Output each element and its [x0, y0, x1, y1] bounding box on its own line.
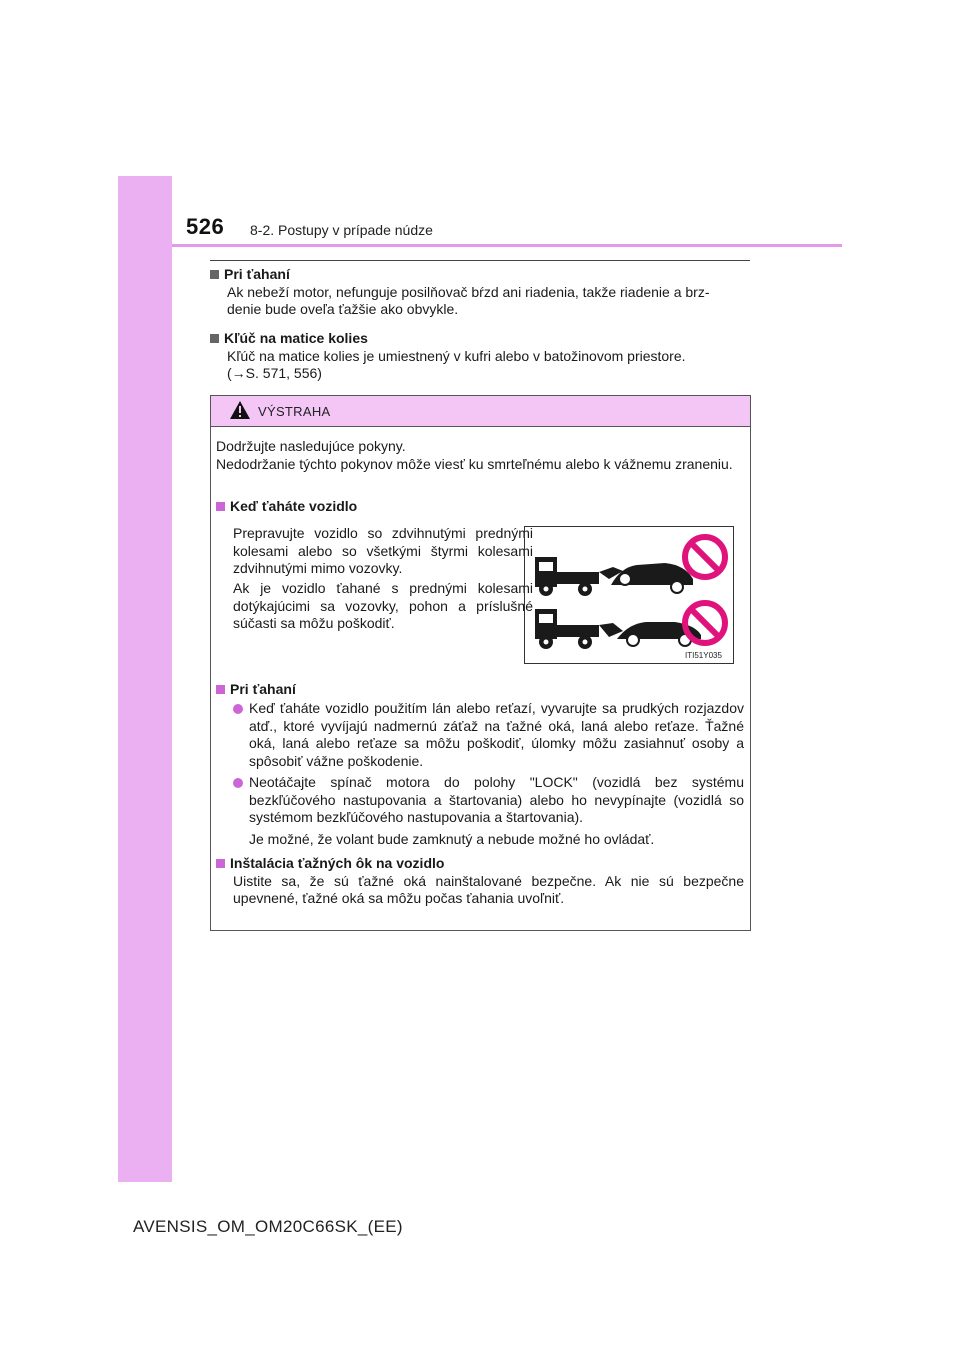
list-item: Keď ťaháte vozidlo použitím lán alebo reťazí, vyvarujte sa prudkých rozjazdov atď., ktoré vyvíjajú nadmernú záťaž na ťažné oká, laná alebo reťaze. Ťažné oká, laná alebo reťaze sa môžu poškodiť, úlomky môžu zasiahnuť osoby a spôsobiť vážne poškodenie.: [216, 700, 744, 770]
list-item: Neotáčajte spínač motora do polohy "LOCK" (vozidlá bez systému bezkľúčového nastupovania a štartovania) alebo ho nevypínajte (vozidlá so systémom bezkľúčového nastupovania a štartovania).: [216, 774, 744, 827]
header-rule: [172, 244, 842, 247]
towing-section: [210, 266, 750, 319]
footer-code: AVENSIS_OM_OM20C66SK_(EE): [133, 1217, 403, 1236]
figure-code: ITI51Y035: [685, 651, 722, 660]
damage-text: Ak je vozidlo ťahané s prednými kolesami dotýkajúcimi sa vozovky, pohon a príslušné súčasti sa môžu poškodiť.: [233, 580, 533, 631]
towing-heading-2: Pri ťahaní: [216, 681, 744, 699]
tow-truck-top: [535, 557, 693, 596]
wrench-heading: Kľúč na matice kolies: [210, 330, 750, 348]
prohibition-icon: [685, 603, 725, 643]
section-title: 8-2. Postupy v prípade núdze: [250, 222, 433, 238]
towing-heading: Pri ťahaní: [210, 266, 750, 284]
page-number: 526: [186, 214, 225, 239]
page-reference-link[interactable]: (→S. 571, 556): [227, 365, 322, 381]
install-heading: Inštalácia ťažných ôk na vozidlo: [216, 855, 744, 873]
transport-text: Prepravujte vozidlo so zdvihnutými prednými kolesami alebo so všetkými štyrmi kolesami zdvihnutými mimo vozovky.: [233, 525, 533, 576]
square-bullet-icon: [210, 270, 219, 279]
warning-title: VÝSTRAHA: [258, 404, 331, 419]
wrench-text: Kľúč na matice kolies je umiestnený v kufri alebo v batožinovom priestore. (→S. 571, 556): [210, 348, 750, 383]
warning-header: [211, 396, 750, 427]
install-text: Uistite sa, že sú ťažné oká nainštalované bezpečne. Ak nie sú bezpečne upevnené, ťažné oká sa môžu počas ťahania uvoľniť.: [233, 872, 744, 906]
towing-bullets: [216, 700, 744, 848]
square-bullet-icon: [216, 685, 225, 694]
bullet-dot-icon: [233, 778, 243, 788]
bullet-dot-icon: [233, 704, 243, 714]
square-bullet-icon: [216, 502, 225, 511]
steering-note: Je možné, že volant bude zamknutý a nebude možné ho ovládať.: [249, 830, 655, 847]
when-towing-heading: Keď ťaháte vozidlo: [216, 498, 744, 516]
warning-intro: Dodržujte nasledujúce pokyny. Nedodržanie týchto pokynov môže viesť ku smrteľnému alebo k vážnemu zraneniu.: [216, 438, 733, 472]
side-accent-band: [118, 176, 172, 1182]
towing-illustration: [524, 526, 734, 664]
square-bullet-icon: [210, 334, 219, 343]
square-bullet-icon: [216, 859, 225, 868]
content-top-rule: [210, 260, 750, 261]
warning-triangle-icon: [229, 400, 251, 420]
towing-text: Ak nebeží motor, nefunguje posilňovač bŕzd ani riadenia, takže riadenie a brz- denie bude oveľa ťažšie ako obvykle.: [227, 283, 710, 317]
install-section: [216, 855, 744, 908]
wrench-section: [210, 330, 750, 383]
tow-truck-bottom: [535, 609, 701, 649]
page-header: [186, 214, 846, 244]
tow-truck-illustration: [525, 527, 733, 663]
prohibition-icon: [685, 537, 725, 577]
